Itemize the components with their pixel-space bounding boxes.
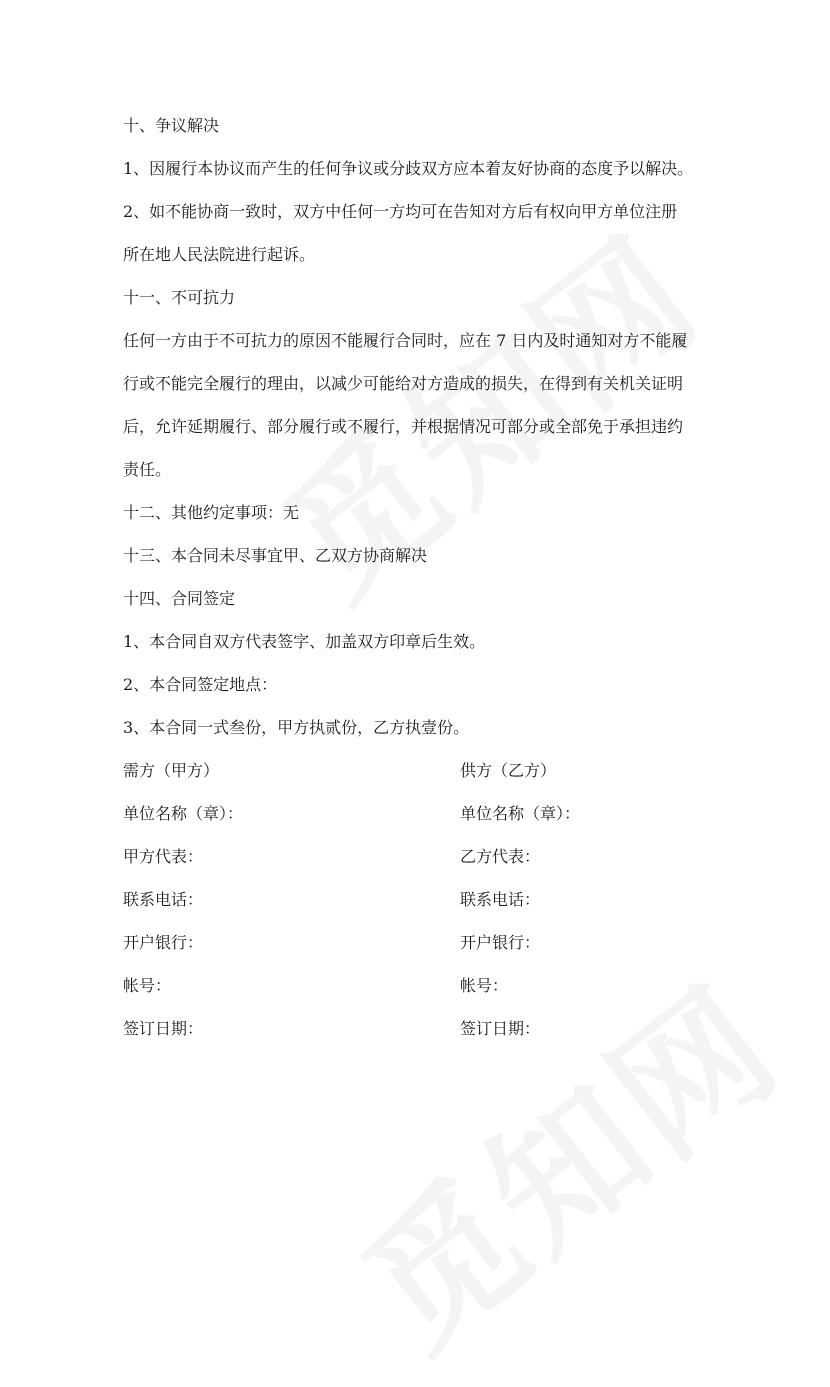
party-b-company-field: 单位名称（章）：	[460, 804, 581, 823]
party-a-phone-field: 联系电话：	[123, 890, 204, 909]
dispute-clause-2-line-2: 所在地人民法院进行起诉。	[123, 245, 316, 264]
signing-clause-2: 2、本合同签定地点：	[123, 675, 278, 694]
dispute-clause-1: 1、因履行本协议而产生的任何争议或分歧双方应本着友好协商的态度予以解决。	[123, 159, 694, 178]
party-b-bank-field: 开户银行：	[460, 933, 541, 952]
signature-row-bank	[123, 921, 723, 964]
signature-row-company	[123, 792, 723, 835]
force-majeure-line-3: 后，允许延期履行、部分履行或不履行，并根据情况可部分或全部免于承担违约	[123, 417, 684, 436]
signing-clause-1: 1、本合同自双方代表签字、加盖双方印章后生效。	[123, 632, 486, 651]
signature-row-representative	[123, 835, 723, 878]
party-a-bank-field: 开户银行：	[123, 933, 204, 952]
party-b-label: 供方（乙方）	[460, 761, 557, 780]
section-heading-other: 十二、其他约定事项：无	[123, 503, 300, 522]
signature-block	[123, 749, 723, 1050]
force-majeure-line-1: 任何一方由于不可抗力的原因不能履行合同时，应在 7 日内及时通知对方不能履	[123, 331, 688, 350]
party-a-account-field: 帐号：	[123, 976, 172, 995]
signature-row-parties	[123, 749, 723, 792]
signature-row-date	[123, 1007, 723, 1050]
party-a-label: 需方（甲方）	[123, 761, 220, 780]
signature-row-phone	[123, 878, 723, 921]
section-heading-signing: 十四、合同签定	[123, 589, 236, 608]
force-majeure-line-4: 责任。	[123, 460, 172, 479]
section-heading-dispute: 十、争议解决	[123, 116, 220, 135]
party-b-account-field: 帐号：	[460, 976, 509, 995]
party-b-date-field: 签订日期：	[460, 1019, 541, 1038]
section-heading-remaining: 十三、本合同未尽事宜甲、乙双方协商解决	[123, 546, 428, 565]
section-heading-force-majeure: 十一、不可抗力	[123, 288, 236, 307]
force-majeure-line-2: 行或不能完全履行的理由，以减少可能给对方造成的损失，在得到有关机关证明	[123, 374, 684, 393]
party-b-representative-field: 乙方代表：	[460, 847, 541, 866]
signature-row-account	[123, 964, 723, 1007]
dispute-clause-2-line-1: 2、如不能协商一致时，双方中任何一方均可在告知对方后有权向甲方单位注册	[123, 202, 678, 221]
party-a-date-field: 签订日期：	[123, 1019, 204, 1038]
party-b-phone-field: 联系电话：	[460, 890, 541, 909]
signing-clause-3: 3、本合同一式叁份，甲方执贰份，乙方执壹份。	[123, 718, 470, 737]
document-body	[123, 104, 723, 1050]
party-a-representative-field: 甲方代表：	[123, 847, 204, 866]
party-a-company-field: 单位名称（章）：	[123, 804, 244, 823]
